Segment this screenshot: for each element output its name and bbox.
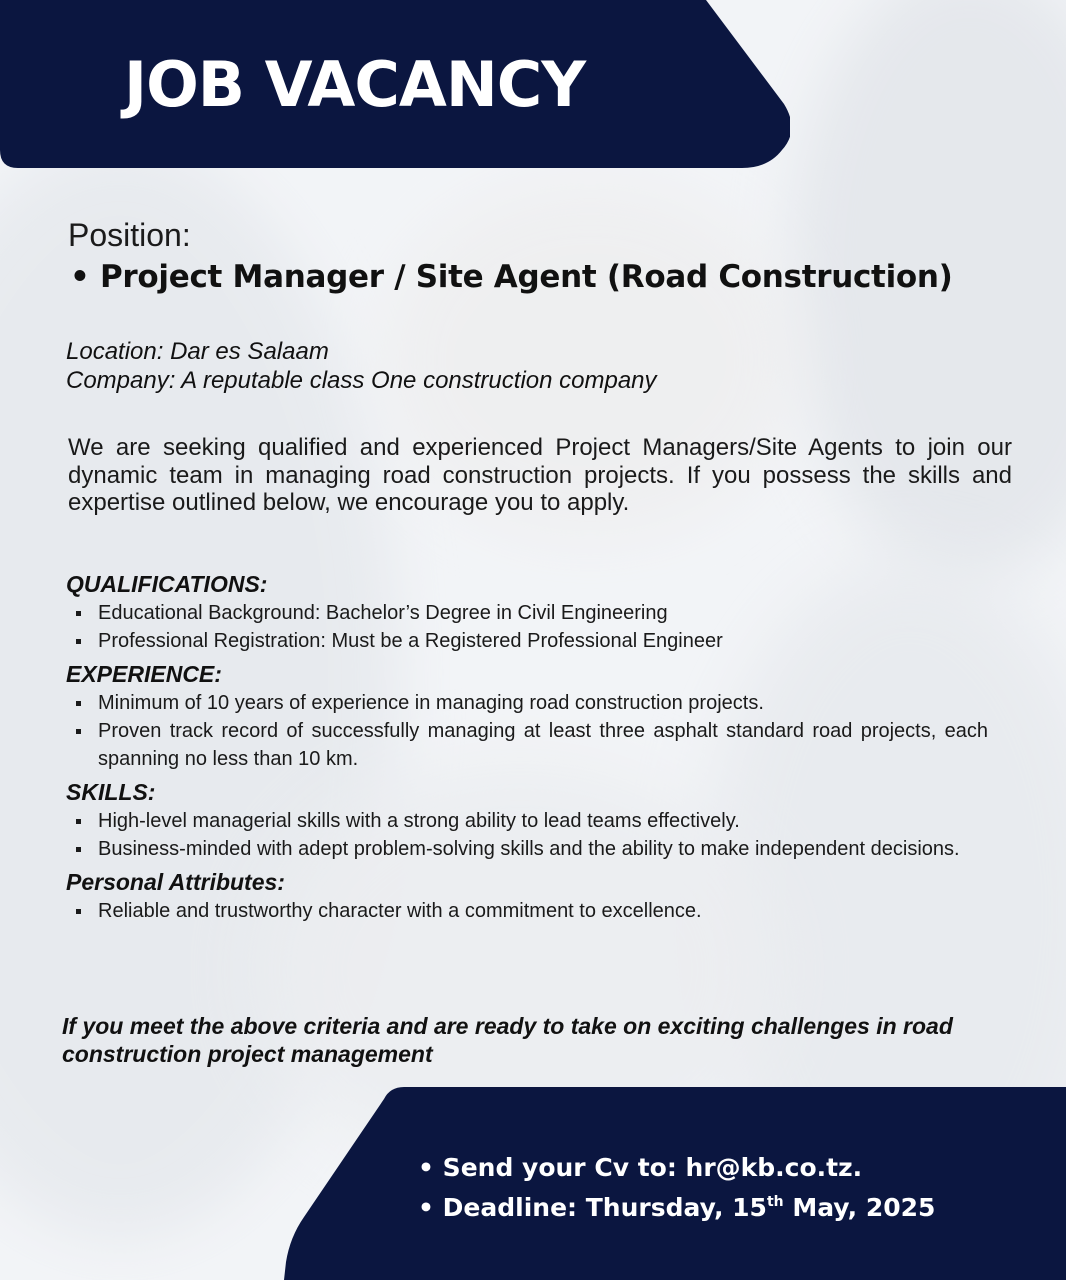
job-meta	[66, 337, 657, 395]
list-item: Professional Registration: Must be a Registered Professional Engineer	[66, 627, 988, 655]
closing-statement: If you meet the above criteria and are ready to take on exciting challenges in road construction project management	[62, 1013, 953, 1067]
personal-attributes-heading: Personal Attributes:	[66, 869, 285, 895]
requirements	[66, 569, 988, 929]
page-title: JOB VACANCY	[124, 48, 586, 121]
deadline-date: May, 2025	[783, 1193, 936, 1222]
deadline-label: • Deadline: Thursday, 15	[418, 1193, 767, 1222]
company-line: Company: A reputable class One construction company	[66, 367, 657, 394]
qualifications-heading: QUALIFICATIONS:	[66, 571, 268, 597]
qualifications-list	[66, 599, 988, 655]
header-banner	[0, 0, 790, 168]
experience-list	[66, 689, 988, 773]
position-label: Position:	[68, 217, 191, 253]
experience-heading: EXPERIENCE:	[66, 661, 222, 687]
send-cv-label: • Send your Cv to:	[418, 1153, 686, 1182]
intro-paragraph: We are seeking qualified and experienced Project Managers/Site Agents to join our dynamic team in managing road construction projects. If you possess the skills and expertise outlined below, we encourage you to apply.	[68, 434, 1012, 516]
location-line: Location: Dar es Salaam	[66, 338, 329, 365]
list-item: Minimum of 10 years of experience in managing road construction projects.	[66, 689, 988, 717]
list-item: Business-minded with adept problem-solving skills and the ability to make independent decisions.	[66, 835, 988, 863]
personal-attributes-list	[66, 897, 988, 925]
contact-info	[418, 1151, 935, 1225]
email-link[interactable]: hr@kb.co.tz.	[685, 1153, 863, 1182]
skills-list	[66, 807, 988, 863]
list-item: Proven track record of successfully managing at least three asphalt standard road projects, each spanning no less than 10 km.	[66, 717, 988, 773]
deadline-ordinal: th	[766, 1194, 784, 1210]
position-title: • Project Manager / Site Agent (Road Construction)	[70, 259, 953, 295]
list-item: High-level managerial skills with a strong ability to lead teams effectively.	[66, 807, 988, 835]
send-cv-line	[418, 1151, 935, 1185]
list-item: Educational Background: Bachelor’s Degree in Civil Engineering	[66, 599, 988, 627]
skills-heading: SKILLS:	[66, 779, 156, 805]
list-item: Reliable and trustworthy character with a commitment to excellence.	[66, 897, 988, 925]
deadline-line	[418, 1185, 935, 1225]
footer-banner	[284, 1087, 1066, 1280]
